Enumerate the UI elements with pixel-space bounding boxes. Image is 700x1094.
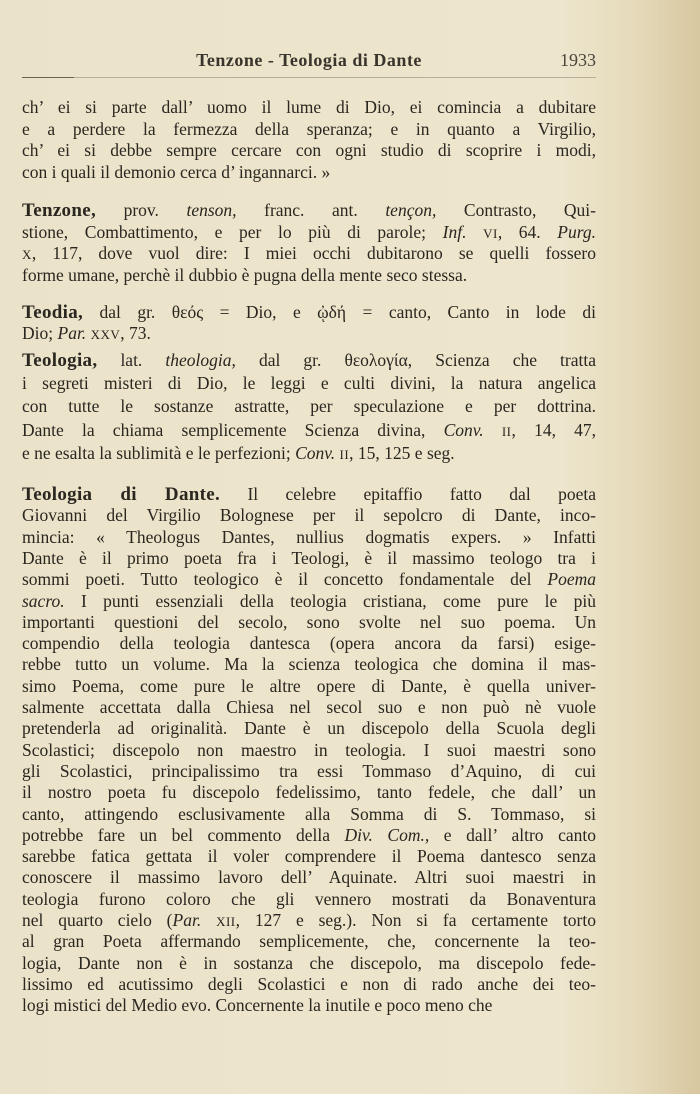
text-line: [22, 632, 596, 654]
text-segment: dal gr. θεός = Dio, e ᾠδή = canto, Canto in lode di: [83, 302, 596, 322]
text-line: [22, 264, 596, 286]
text-segment: Il celebre epitaffio fatto dal poeta: [220, 484, 596, 504]
text-line: [22, 419, 596, 441]
text-segment: con tutte le sostanze astratte, per speculazione e per dottrina.: [22, 396, 596, 417]
text-line: [22, 909, 596, 931]
text-segment: X: [22, 247, 32, 263]
italic-text: Par.: [172, 910, 202, 930]
text-line: [22, 139, 596, 161]
text-segment: teologia furono coloro che gli vennero mostrati da Bonaventura: [22, 888, 596, 909]
text-segment: , 64.: [497, 221, 558, 242]
text-segment: rebbe tutto un volume. Ma la scienza teologica che domina il mas-: [22, 654, 596, 675]
text-segment: importanti questioni del secolo, sono svolte nel suo poema. Un: [22, 611, 596, 632]
text-segment: il nostro poeta fu discepolo fedelissimo, tanto fedele, che dall’ un: [22, 782, 596, 803]
text-segment: Giovanni del Virgilio Bolognese per il sepolcro di Dante, inco-: [22, 505, 596, 526]
text-segment: gli Scolastici, principalissimo tra essi Tommaso d’Aquino, di cui: [22, 760, 596, 781]
entry-headword: Tenzone,: [22, 200, 97, 221]
text-line: [22, 395, 596, 417]
text-segment: sarebbe fatica gettata il voler comprendere il Poema dantesco senza: [22, 846, 596, 867]
text-segment: [201, 910, 216, 930]
text-line: [22, 526, 596, 548]
text-line: [22, 803, 596, 825]
text-line: [22, 118, 596, 140]
text-line: [22, 994, 596, 1016]
text-segment: Contrasto, Qui-: [436, 200, 596, 220]
italic-text: tenson,: [186, 200, 237, 220]
text-line: [22, 547, 596, 569]
running-header: [22, 50, 596, 74]
italic-text: Inf.: [442, 221, 467, 242]
text-line: [22, 442, 596, 464]
text-segment: ch’ ei si parte dall’ uomo il lume di Dio, ei comincia a dubitare: [22, 97, 596, 117]
text-line: [22, 760, 596, 782]
text-line: [22, 845, 596, 867]
text-segment: logia, Dante non è in sostanza che discepolo, ma discepolo fede-: [22, 952, 596, 973]
text-line: [22, 504, 596, 526]
text-segment: e a perdere la fermezza della speranza; e in quanto a Virgilio,: [22, 118, 596, 139]
text-segment: franc. ant.: [236, 200, 386, 220]
italic-text: Par.: [57, 322, 87, 343]
text-line: [22, 824, 596, 846]
text-line: [22, 888, 596, 910]
text-segment: lat.: [97, 350, 166, 370]
entry-headword: Teologia,: [22, 350, 98, 371]
text-segment: [484, 420, 502, 440]
text-segment: II: [339, 446, 350, 462]
text-segment: VI: [483, 225, 498, 241]
text-segment: XII: [216, 914, 236, 929]
text-segment: e dall’ altro canto: [429, 824, 596, 845]
text-segment: [466, 222, 483, 242]
text-segment: con i quali il demonio cerca d’ ingannarci. »: [22, 161, 331, 182]
text-segment: mincia: « Theologus Dantes, nullius dogmatis expers. » Infatti: [22, 526, 596, 547]
text-line: [22, 675, 596, 697]
header-rule: [22, 77, 596, 78]
text-segment: simo Poema, come pure le altre opere di Dante, è quella univer-: [22, 675, 596, 696]
italic-text: Poema: [547, 569, 596, 590]
text-segment: sommi poeti. Tutto teologico è il concetto fondamentale del: [22, 569, 548, 590]
text-segment: , 14, 47,: [511, 419, 597, 440]
text-line: [22, 221, 596, 243]
text-segment: nel quarto cielo (: [22, 910, 173, 930]
text-segment: , 117, dove vuol dire: I miei occhi dubitarono se quelli fossero: [31, 243, 596, 264]
text-line: [22, 372, 596, 394]
text-segment: II: [501, 423, 512, 439]
italic-text: Div. Com.,: [344, 824, 430, 845]
text-segment: Dante la chiama semplicemente Scienza divina,: [22, 419, 444, 440]
text-line: [22, 590, 596, 612]
text-segment: i segreti misteri di Dio, le leggi e culti divini, la natura angelica: [22, 373, 596, 394]
text-segment: lissimo ed acutissimo degli Scolastici e non di rado anche dei teo-: [22, 973, 596, 994]
text-line: [22, 301, 596, 323]
text-line: [22, 781, 596, 803]
text-line: [22, 161, 596, 183]
page-number: 1933: [560, 50, 596, 70]
text-segment: prov.: [96, 200, 187, 220]
text-line: [22, 717, 596, 739]
italic-text: sacro.: [22, 590, 65, 611]
text-segment: Dio;: [22, 322, 58, 343]
italic-text: theologia,: [165, 350, 236, 370]
text-segment: al gran Poeta affermando semplicemente, che, concernente la teo-: [22, 931, 596, 952]
text-segment: Scolastici; discepolo non maestro in teologia. I suoi maestri sono: [22, 739, 596, 760]
text-segment: dal gr. θεολογία, Scienza che tratta: [235, 350, 597, 370]
text-line: [22, 866, 596, 888]
text-segment: stione, Combattimento, e per lo più di parole;: [22, 221, 443, 242]
text-line: [22, 483, 596, 505]
text-line: [22, 930, 596, 952]
entry-headword: Teodia,: [22, 302, 84, 323]
text-line: [22, 696, 596, 718]
entry-headword: Teologia di Dante.: [22, 484, 221, 505]
text-line: [22, 349, 596, 371]
text-line: [22, 952, 596, 974]
text-segment: compendio della teologia dantesca (opera ancora da farsi) esige-: [22, 633, 596, 654]
text-segment: canto, attingendo esclusivamente alla Somma di S. Tommaso, si: [22, 803, 596, 824]
text-segment: , 73.: [120, 322, 151, 343]
text-segment: Dante è il primo poeta fra i Teologi, è il massimo teologo tra i: [22, 547, 596, 568]
text-segment: pretenderla ad originalità. Dante è un discepolo della Scuola degli: [22, 718, 596, 739]
text-segment: e ne esalta la sublimità e le perfezioni;: [22, 442, 296, 463]
text-line: [22, 322, 596, 344]
text-line: [22, 242, 596, 264]
text-segment: logi mistici del Medio evo. Concernente la inutile e poco meno che: [22, 995, 493, 1016]
text-segment: , 15, 125 e seg.: [349, 442, 455, 463]
italic-text: Conv.: [295, 442, 336, 463]
text-segment: potrebbe fare un bel commento della: [22, 824, 345, 845]
text-line: [22, 653, 596, 675]
text-segment: forme umane, perchè il dubbio è pugna della mente seco stessa.: [22, 265, 468, 286]
italic-text: Purg.: [557, 221, 597, 242]
text-line: [22, 739, 596, 761]
running-title: Tenzone - Teologia di Dante: [196, 50, 422, 70]
text-line: [22, 973, 596, 995]
text-segment: XXV: [90, 326, 121, 342]
text-segment: conoscere il massimo lavoro dell’ Aquinate. Altri suoi maestri in: [22, 867, 596, 888]
text-line: [22, 611, 596, 633]
text-segment: I punti essenziali della teologia cristiana, come pure le più: [64, 590, 596, 611]
italic-text: tençon,: [385, 200, 437, 220]
text-segment: ch’ ei si debbe sempre cercare con ogni studio di scoprire i modi,: [22, 140, 596, 160]
text-line: [22, 568, 596, 590]
text-line: [22, 199, 596, 221]
text-segment: salmente accettata dalla Chiesa nel secol suo e non può nè vuole: [22, 697, 596, 717]
text-segment: , 127 e seg.). Non si fa certamente torto: [235, 910, 596, 930]
text-line: [22, 96, 596, 118]
italic-text: Conv.: [443, 419, 484, 440]
